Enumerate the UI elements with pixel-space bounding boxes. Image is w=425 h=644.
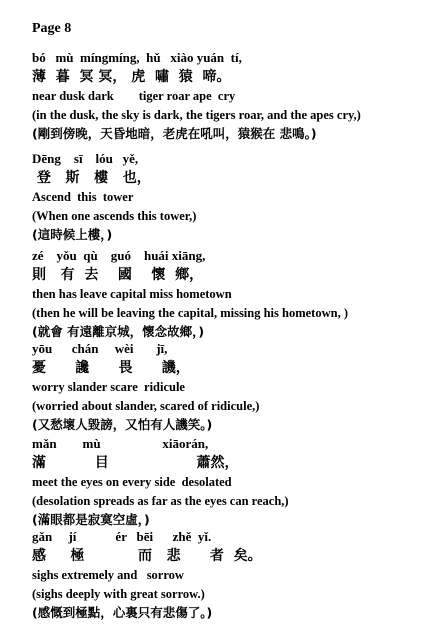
chinese-line: 憂 讒 畏 譏， <box>32 360 190 376</box>
gloss-line: then has leave capital miss hometown <box>32 287 232 301</box>
translation-line: (worried about slander, scared of ridicule,) <box>32 399 260 413</box>
chinese-line: 滿 目 蕭然， <box>32 455 239 471</box>
chinese-line: 薄 暮 冥 冥， 虎 嘯 猿 啼。 <box>32 69 231 85</box>
chinese-line: 登 斯 樓 也， <box>32 170 151 186</box>
pinyin-line: Dēng sī lóu yě, <box>32 151 139 166</box>
translation-line: (desolation spreads as far as the eyes can reach,) <box>32 494 289 508</box>
chinese-line: 則 有 去 國 懷 鄉， <box>32 267 204 283</box>
chinese-note-line: (感慨到極點，心裏只有悲傷了。) <box>32 605 213 620</box>
pinyin-line: bó mù míngmíng, hǔ xiào yuán tí, <box>32 50 242 65</box>
chinese-note-line: (就會 有遠離京城，懷念故鄉，) <box>32 324 205 339</box>
gloss-line: near dusk dark tiger roar ape cry <box>32 89 236 103</box>
translation-line: (sighs deeply with great sorrow.) <box>32 587 205 601</box>
translation-line: (When one ascends this tower,) <box>32 209 197 223</box>
translation-line: (in the dusk, the sky is dark, the tigers roar, and the apes cry,) <box>32 108 361 122</box>
gloss-line: worry slander scare ridicule <box>32 380 185 394</box>
pinyin-line: zé yǒu qù guó huái xiāng, <box>32 248 206 263</box>
pinyin-line: gǎn jí ér bēi zhě yǐ. <box>32 529 212 544</box>
gloss-line: Ascend this tower <box>32 190 134 204</box>
chinese-note-line: (剛到傍晚，天昏地暗，老虎在吼叫，猿猴在 悲鳴。) <box>32 126 317 141</box>
page-label: Page 8 <box>32 21 72 36</box>
chinese-note-line: (又愁壞人毀謗，又怕有人譏笑。) <box>32 417 213 432</box>
chinese-note-line: (滿眼都是寂寞空虛，) <box>32 512 150 527</box>
chinese-note-line: (這時候上樓，) <box>32 227 113 242</box>
gloss-line: meet the eyes on every side desolated <box>32 475 232 489</box>
gloss-line: sighs extremely and sorrow <box>32 568 184 582</box>
pinyin-line: mǎn mù xiāorán, <box>32 436 209 451</box>
translation-line: (then he will be leaving the capital, missing his hometown, ) <box>32 306 348 320</box>
chinese-line: 感 極 而 悲 者 矣。 <box>32 548 262 564</box>
pinyin-line: yōu chán wèi jī, <box>32 341 168 356</box>
